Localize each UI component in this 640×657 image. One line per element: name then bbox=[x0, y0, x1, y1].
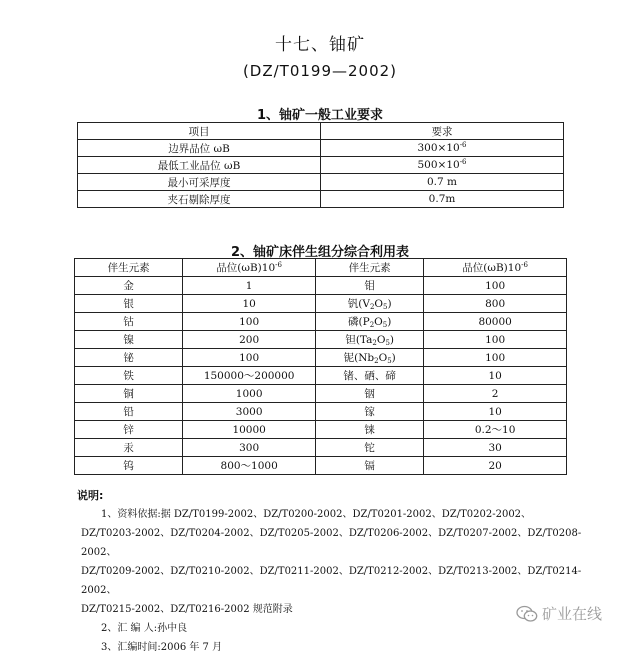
page-title: 十七、铀矿 bbox=[275, 35, 365, 55]
table-row bbox=[75, 295, 567, 313]
requirement-cell: $300\times 10^{-6}$ bbox=[321, 140, 564, 157]
header-grade-left: 品位$(\omega B)10^{-6}$ bbox=[183, 259, 316, 277]
note-source-cont: DZ/T0215-2002、DZ/T0216-2002 规范附录 bbox=[81, 604, 293, 615]
grade-cell: 800～1000 bbox=[183, 457, 316, 475]
watermark bbox=[516, 603, 602, 624]
grade-cell: 0.2～10 bbox=[424, 421, 567, 439]
grade-cell: 100 bbox=[424, 349, 567, 367]
element-cell: 铅 bbox=[75, 403, 183, 421]
table-header-row bbox=[78, 123, 564, 140]
grade-cell: 100 bbox=[183, 349, 316, 367]
header-requirement: 要求 bbox=[321, 123, 564, 140]
element-cell: 铋 bbox=[75, 349, 183, 367]
notes-heading: 说明: bbox=[77, 489, 104, 502]
grade-cell: 800 bbox=[424, 295, 567, 313]
notes bbox=[77, 486, 597, 657]
table-row bbox=[75, 403, 567, 421]
grade-cell: 1 bbox=[183, 277, 316, 295]
element-cell: 铟 bbox=[316, 385, 424, 403]
note-source-cont: DZ/T0203-2002、DZ/T0204-2002、DZ/T0205-2002、DZ/T0206-2002、DZ/T0207-2002、DZ/T0208-2002、 bbox=[81, 528, 582, 558]
industrial-requirements-table bbox=[77, 122, 564, 208]
element-cell: 钽$(Ta_2O_5)$ bbox=[316, 331, 424, 349]
element-cell: 钼 bbox=[316, 277, 424, 295]
associated-components-table bbox=[74, 258, 567, 475]
requirement-cell: $500\times 10^{-6}$ bbox=[321, 157, 564, 174]
table-row bbox=[75, 421, 567, 439]
item-cell: 最小可采厚度 bbox=[78, 174, 321, 191]
element-cell: 钒$(V_2O_5)$ bbox=[316, 295, 424, 313]
table-header-row bbox=[75, 259, 567, 277]
grade-cell: 100 bbox=[183, 313, 316, 331]
requirement-cell: 0.7 m bbox=[321, 174, 564, 191]
element-cell: 铊 bbox=[316, 439, 424, 457]
wechat-logo-icon bbox=[516, 605, 538, 623]
element-cell: 铁 bbox=[75, 367, 183, 385]
watermark-text: 矿业在线 bbox=[541, 605, 602, 623]
note-compile-date: 3、汇编时间:2006 年 7 月 bbox=[101, 642, 223, 653]
item-cell: 边界品位 ωB bbox=[78, 140, 321, 157]
element-cell: 银 bbox=[75, 295, 183, 313]
requirement-cell: 0.7m bbox=[321, 191, 564, 208]
grade-cell: 10 bbox=[183, 295, 316, 313]
grade-cell: 2 bbox=[424, 385, 567, 403]
grade-cell: 10000 bbox=[183, 421, 316, 439]
grade-cell: 1000 bbox=[183, 385, 316, 403]
element-cell: 汞 bbox=[75, 439, 183, 457]
table-row bbox=[78, 174, 564, 191]
element-cell: 铜 bbox=[75, 385, 183, 403]
table-row bbox=[75, 367, 567, 385]
grade-cell: 300 bbox=[183, 439, 316, 457]
element-cell: 铼 bbox=[316, 421, 424, 439]
table-row bbox=[75, 349, 567, 367]
element-cell: 钨 bbox=[75, 457, 183, 475]
table-row bbox=[78, 140, 564, 157]
table-row bbox=[75, 457, 567, 475]
header-item: 项目 bbox=[78, 123, 321, 140]
grade-cell: 100 bbox=[424, 331, 567, 349]
element-cell: 磷$(P_2O_5)$ bbox=[316, 313, 424, 331]
element-cell: 钴 bbox=[75, 313, 183, 331]
grade-cell: 10 bbox=[424, 367, 567, 385]
table-row bbox=[75, 385, 567, 403]
element-cell: 锗、硒、碲 bbox=[316, 367, 424, 385]
grade-cell: 30 bbox=[424, 439, 567, 457]
header-element-left: 伴生元素 bbox=[75, 259, 183, 277]
grade-cell: 10 bbox=[424, 403, 567, 421]
grade-cell: 80000 bbox=[424, 313, 567, 331]
table-row bbox=[78, 157, 564, 174]
section1-title: 1、铀矿一般工业要求 bbox=[256, 108, 384, 123]
grade-cell: 3000 bbox=[183, 403, 316, 421]
element-cell: 铌$(Nb_2O_5)$ bbox=[316, 349, 424, 367]
header-element-right: 伴生元素 bbox=[316, 259, 424, 277]
element-cell: 镓 bbox=[316, 403, 424, 421]
item-cell: 最低工业品位 ωB bbox=[78, 157, 321, 174]
table-row bbox=[75, 277, 567, 295]
header-grade-right: 品位$(\omega B)10^{-6}$ bbox=[424, 259, 567, 277]
element-cell: 镍 bbox=[75, 331, 183, 349]
grade-cell: 200 bbox=[183, 331, 316, 349]
standard-number: (DZ/T0199—2002) bbox=[242, 62, 398, 80]
element-cell: 锌 bbox=[75, 421, 183, 439]
table-row bbox=[75, 439, 567, 457]
table-row bbox=[75, 331, 567, 349]
element-cell: 镉 bbox=[316, 457, 424, 475]
grade-cell: 150000～200000 bbox=[183, 367, 316, 385]
element-cell: 金 bbox=[75, 277, 183, 295]
note-compiler: 2、汇 编 人:孙中良 bbox=[101, 623, 188, 634]
note-source: 1、资料依据:据 DZ/T0199-2002、DZ/T0200-2002、DZ/T0201-2002、DZ/T0202-2002、 bbox=[101, 509, 532, 520]
section2-title: 2、铀矿床伴生组分综合利用表 bbox=[230, 245, 410, 260]
table-row bbox=[75, 313, 567, 331]
grade-cell: 20 bbox=[424, 457, 567, 475]
table-row bbox=[78, 191, 564, 208]
item-cell: 夹石剔除厚度 bbox=[78, 191, 321, 208]
grade-cell: 100 bbox=[424, 277, 567, 295]
note-source-cont: DZ/T0209-2002、DZ/T0210-2002、DZ/T0211-2002、DZ/T0212-2002、DZ/T0213-2002、DZ/T0214-2002、 bbox=[81, 566, 582, 596]
